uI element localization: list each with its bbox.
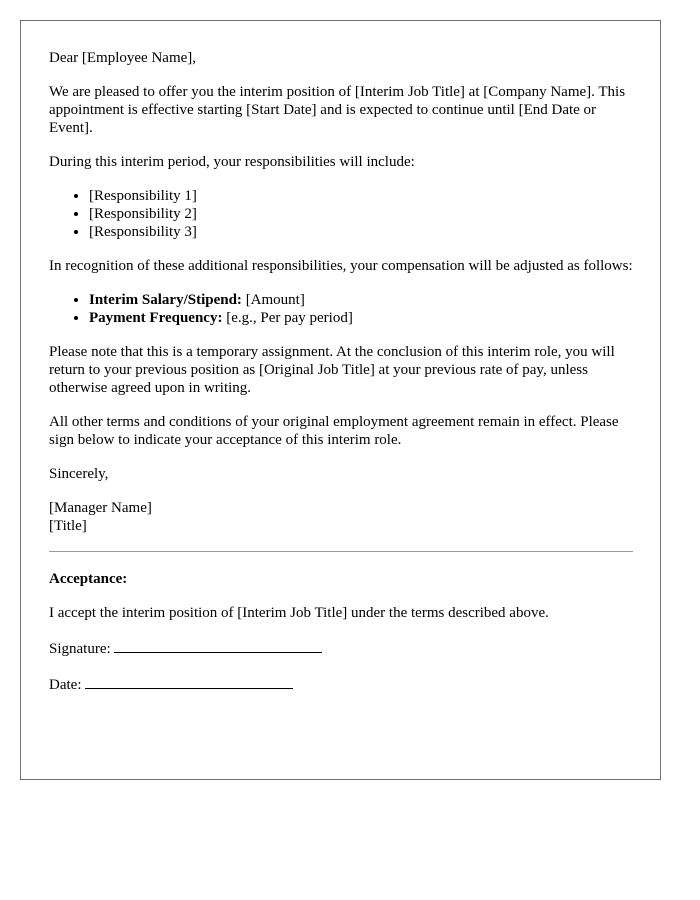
manager-title: [Title] — [49, 518, 87, 534]
compensation-list — [49, 291, 633, 327]
date-row — [49, 674, 633, 694]
terms-paragraph: All other terms and conditions of your original employment agreement remain in effect. Please sign below to indicate your acceptance of this interim role. — [49, 414, 619, 448]
list-item: • [Responsibility 2] — [89, 205, 633, 223]
acceptance-heading: Acceptance: — [49, 571, 128, 587]
temporary-note-paragraph: Please note that this is a temporary assignment. At the conclusion of this interim role, you will return to your previous position as [Original Job Title] at your previous rate of pay, unless otherwise agreed upon in writing. — [49, 344, 615, 396]
date-label: Date: — [49, 677, 86, 693]
acceptance-statement: I accept the interim position of [Interim Job Title] under the terms described above. — [49, 605, 549, 621]
responsibilities-list — [49, 187, 633, 241]
compensation-label: Interim Salary/Stipend: — [89, 292, 242, 308]
responsibilities-intro: During this interim period, your responsibilities will include: — [49, 154, 415, 170]
letter-page — [20, 20, 661, 780]
list-item: • [Responsibility 3] — [89, 223, 633, 241]
closing: Sincerely, — [49, 466, 109, 482]
salutation: Dear [Employee Name], — [49, 50, 197, 66]
offer-paragraph: We are pleased to offer you the interim position of [Interim Job Title] at [Company Name]. This appointment is effective starting [Start Date] and is expected to continue until [End Date or Event]. — [49, 84, 626, 136]
compensation-label: Payment Frequency: — [89, 310, 223, 326]
list-item — [89, 309, 633, 327]
letter-content — [49, 49, 633, 710]
signature-label: Signature: — [49, 641, 115, 657]
manager-name: [Manager Name] — [49, 500, 152, 516]
signature-row — [49, 638, 633, 658]
compensation-value: [e.g., Per pay period] — [222, 310, 353, 326]
list-item: • [Responsibility 1] — [89, 187, 633, 205]
signature-line[interactable] — [114, 638, 322, 653]
compensation-intro: In recognition of these additional responsibilities, your compensation will be adjusted as follows: — [49, 258, 633, 274]
date-line[interactable] — [85, 674, 293, 689]
compensation-value: [Amount] — [241, 292, 305, 308]
section-divider — [49, 551, 633, 552]
list-item — [89, 291, 633, 309]
